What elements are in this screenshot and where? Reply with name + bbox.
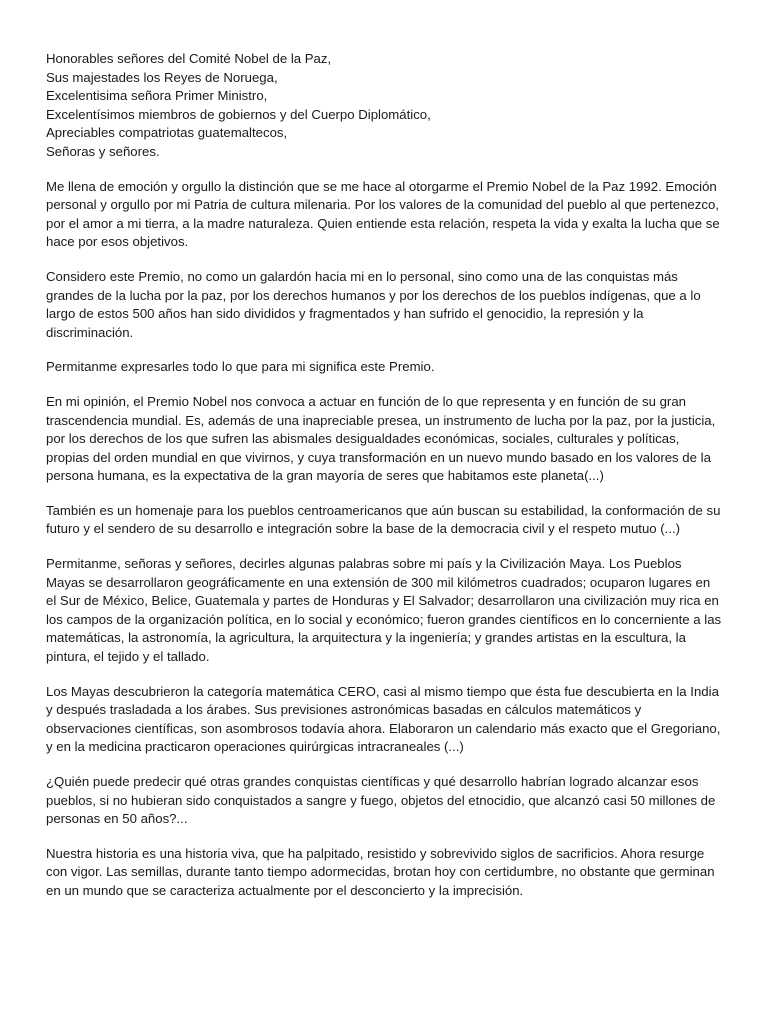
salutation-block xyxy=(46,50,722,162)
paragraph: También es un homenaje para los pueblos centroamericanos que aún buscan su estabilidad, la conformación de su futuro y el sendero de su desarrollo e integración sobre la base de la democracia civil y el respeto mutuo (...) xyxy=(46,502,721,537)
paragraph: Me llena de emoción y orgullo la distinción que se me hace al otorgarme el Premio Nobel de la Paz 1992. Emoción personal y orgullo por mi Patria de cultura milenaria. Por los valores de la comunidad del pueblo al que pertenezco, por el amor a mi tierra, a la madre naturaleza. Quien entiende esta relación, respeta la vida y exalta la lucha que se hace por esos objetivos. xyxy=(46,178,720,250)
paragraph: ¿Quién puede predecir qué otras grandes conquistas científicas y qué desarrollo habrían logrado alcanzar esos pueblos, si no hubieran sido conquistados a sangre y fuego, objetos del etnocidio, que alcanzó casi 50 millones de personas en 50 años?... xyxy=(46,774,716,827)
salutation-line: Excelentísimos miembros de gobiernos y del Cuerpo Diplomático, xyxy=(46,106,431,122)
salutation-line: Apreciables compatriotas guatemaltecos, xyxy=(46,125,288,141)
paragraph: Nuestra historia es una historia viva, que ha palpitado, resistido y sobrevivido siglos de sacrificios. Ahora resurge con vigor. Las semillas, durante tanto tiempo adormecidas, brotan hoy con certidumbre, no obstante que germinan en un mundo que se caracteriza actualmente por el desconcierto y la imprecisión. xyxy=(46,845,715,898)
paragraph: Permitanme, señoras y señores, decirles algunas palabras sobre mi país y la Civilización Maya. Los Pueblos Mayas se desarrollaron geográficamente en una extensión de 300 mil kilómetros cuadrados; ocuparon lugares en el Sur de México, Belice, Guatemala y partes de Honduras y El Salvador; desarrollaron una civilización muy rica en los campos de la organización política, en lo social y económico; fueron grandes científicos en lo concerniente a las matemáticas, la astronomía, la agricultura, la arquitectura y la ingeniería; y grandes artistas en la escultura, la pintura, el tejido y el tallado. xyxy=(46,556,722,665)
salutation-line: Honorables señores del Comité Nobel de la Paz, xyxy=(46,51,332,66)
salutation-line: Excelentisima señora Primer Ministro, xyxy=(46,88,268,104)
salutation-line: Señoras y señores. xyxy=(46,143,160,159)
paragraph: Permitanme expresarles todo lo que para mi significa este Premio. xyxy=(46,359,435,375)
paragraph: En mi opinión, el Premio Nobel nos convoca a actuar en función de lo que representa y en función de su gran trascendencia mundial. Es, además de una inapreciable presea, un instrumento de lucha por la paz, por la justicia, por los derechos de los que sufren las abismales desigualdades económicas, sociales, culturales y políticas, propias del orden mundial en que vivirnos, y cuya transformación en un nuevo mundo basado en los valores de la persona humana, es la expectativa de la gran mayoría de seres que habitamos este planeta(...) xyxy=(46,393,716,484)
paragraph: Considero este Premio, no como un galardón hacia mi en lo personal, sino como una de las conquistas más grandes de la lucha por la paz, por los derechos humanos y por los derechos de los pueblos indígenas, que a lo largo de estos 500 años han sido divididos y fragmentados y han sufrido el genocidio, la represión y la discriminación. xyxy=(46,268,701,340)
document-page xyxy=(46,50,722,917)
paragraph: Los Mayas descubrieron la categoría matemática CERO, casi al mismo tiempo que ésta fue descubierta en la India y después trasladada a los árabes. Sus previsiones astronómicas basadas en cálculos matemáticos y observaciones científicas, son asombrosos todavía ahora. Elaboraron un calendario más exacto que el Gregoriano, y en la medicina practicaron operaciones quirúrgicas intracraneales (...) xyxy=(46,683,721,755)
salutation-line: Sus majestades los Reyes de Noruega, xyxy=(46,69,278,85)
